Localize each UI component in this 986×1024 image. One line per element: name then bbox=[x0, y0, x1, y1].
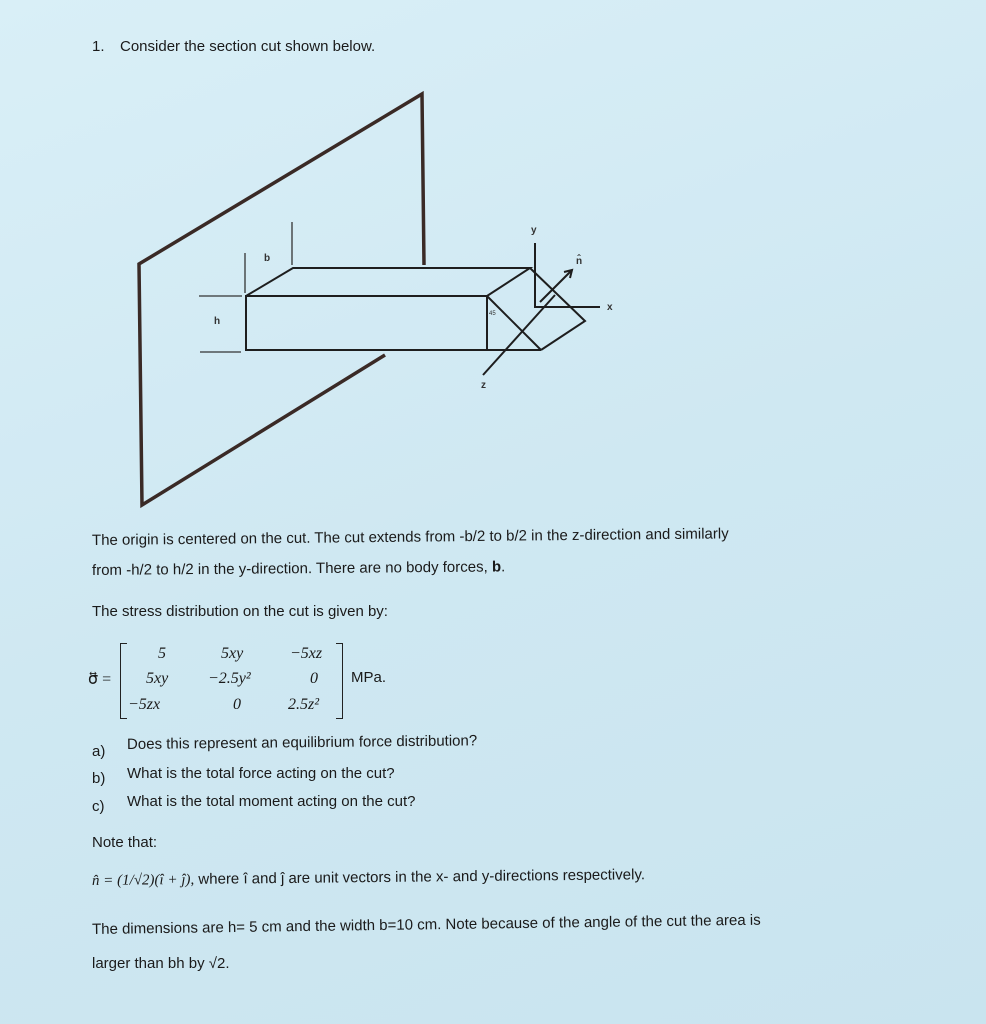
matrix-cell: 5xy bbox=[221, 645, 244, 662]
cut-plane-outline bbox=[139, 94, 424, 505]
body-force-symbol: b bbox=[491, 558, 502, 576]
question-b-text: What is the total force acting on the cut? bbox=[127, 765, 395, 782]
period: . bbox=[501, 558, 506, 576]
paragraph-line-1: The origin is centered on the cut. The cut extends from -b/2 to b/2 in the z-direction and similarly bbox=[91, 525, 729, 549]
question-prompt: Consider the section cut shown below. bbox=[120, 38, 376, 55]
label-h: h bbox=[214, 316, 221, 327]
beam-top-face bbox=[246, 268, 530, 296]
matrix-cell: −2.5y² bbox=[208, 670, 251, 687]
right-bracket bbox=[336, 643, 343, 719]
paragraph-line-2-text: from -h/2 to h/2 in the y-direction. There are no body forces, bbox=[91, 558, 492, 579]
normal-formula: n̂ = (1/√2)(î + ĵ), bbox=[91, 871, 195, 889]
label-n: n̂ bbox=[576, 256, 583, 267]
note-heading: Note that: bbox=[92, 834, 158, 851]
normal-vector bbox=[540, 270, 572, 302]
left-bracket bbox=[120, 643, 127, 719]
label-x: x bbox=[607, 302, 613, 313]
matrix-cell: 5 bbox=[158, 645, 166, 662]
matrix-cell: 0 bbox=[233, 696, 241, 713]
matrix-cell: 2.5z² bbox=[288, 696, 320, 713]
question-number: 1. bbox=[92, 38, 105, 55]
matrix-cell: 5xy bbox=[146, 670, 169, 687]
matrix-cell: −5xz bbox=[290, 645, 323, 662]
matrix-cell: −5zx bbox=[128, 696, 161, 713]
label-z: z bbox=[481, 380, 486, 391]
normal-definition-text: where î and ĵ are unit vectors in the x- and y-directions respectively. bbox=[194, 866, 646, 888]
question-c-label: c) bbox=[92, 798, 105, 815]
label-y: y bbox=[531, 225, 537, 236]
question-a-label: a) bbox=[92, 743, 106, 760]
z-axis bbox=[483, 295, 555, 375]
question-a-text: Does this represent an equilibrium force distribution? bbox=[126, 732, 478, 753]
label-b: b bbox=[264, 253, 271, 264]
matrix-cell: 0 bbox=[310, 670, 318, 687]
dimensions-line-1: The dimensions are h= 5 cm and the width b=10 cm. Note because of the angle of the cut the area is bbox=[91, 911, 761, 938]
paragraph-line-2 bbox=[92, 558, 505, 579]
sigma-symbol: σ⃡ = bbox=[88, 671, 112, 688]
normal-definition bbox=[92, 866, 645, 890]
beam-front-face bbox=[246, 296, 487, 350]
stress-intro: The stress distribution on the cut is given by: bbox=[92, 603, 388, 620]
dimensions-line-2: larger than bh by √2. bbox=[92, 955, 230, 972]
question-c-text: What is the total moment acting on the cut? bbox=[127, 793, 416, 810]
label-angle: 45 bbox=[489, 311, 496, 317]
stress-matrix bbox=[88, 643, 408, 719]
unit-label: MPa. bbox=[351, 669, 387, 686]
cut-line bbox=[530, 268, 585, 350]
question-b-label: b) bbox=[92, 770, 106, 787]
